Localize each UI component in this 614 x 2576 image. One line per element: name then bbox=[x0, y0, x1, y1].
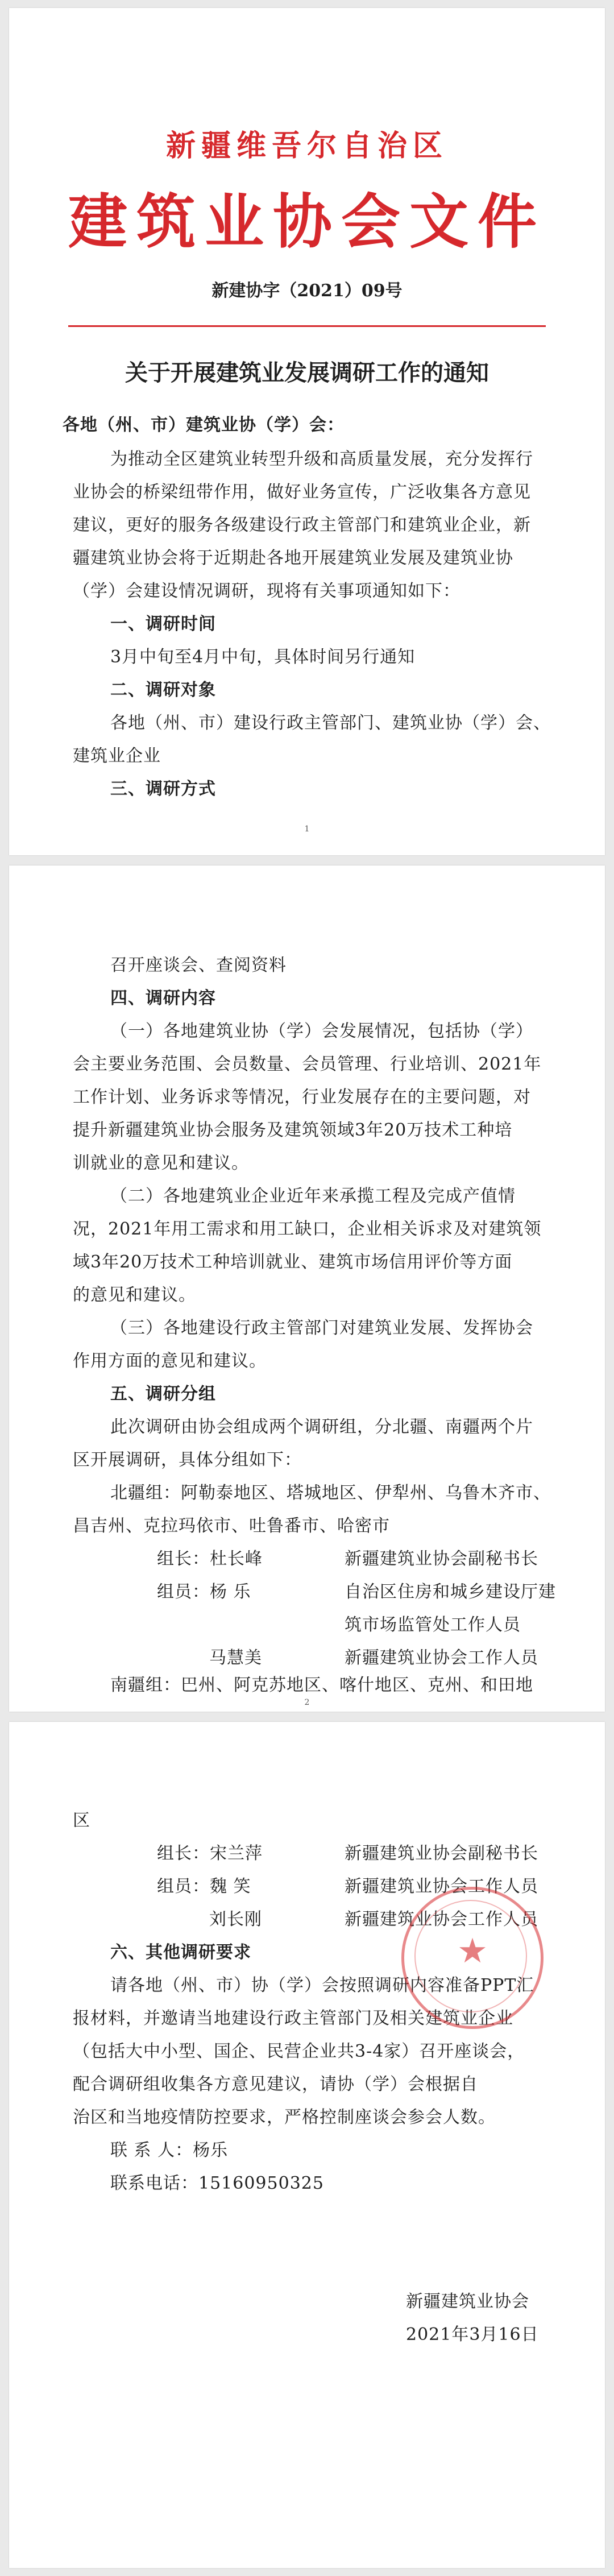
group-leader: 组长：宋兰萍 bbox=[157, 1844, 263, 1863]
intro-line: 疆建筑业协会将于近期赴各地开展建筑业发展及建筑业协 bbox=[73, 548, 513, 568]
document-number: 新建协字（2021）09号 bbox=[211, 281, 403, 301]
official-seal-stamp bbox=[401, 1887, 544, 2029]
group-member-role: 自治区住房和城乡建设厅建 bbox=[345, 1582, 556, 1602]
group-member: 组员：杨 乐 bbox=[157, 1582, 251, 1602]
contact-person: 联 系 人：杨乐 bbox=[110, 2140, 229, 2160]
section-body: 区开展调研，具体分组如下： bbox=[73, 1450, 302, 1470]
section-body: 治区和当地疫情防控要求，严格控制座谈会参会人数。 bbox=[73, 2107, 496, 2127]
group-leader-role: 新疆建筑业协会副秘书长 bbox=[345, 1844, 538, 1863]
content-item: 训就业的意见和建议。 bbox=[73, 1153, 249, 1173]
document-page-2 bbox=[9, 865, 605, 1712]
section-heading: 六、其他调研要求 bbox=[110, 1943, 251, 1962]
content-item: 会主要业务范围、会员数量、会员管理、行业培训、2021年 bbox=[73, 1054, 542, 1074]
section-body: 3月中旬至4月中旬，具体时间另行通知 bbox=[110, 647, 416, 667]
content-item: 的意见和建议。 bbox=[73, 1285, 196, 1305]
content-item: （三）各地建设行政主管部门对建筑业发展、发挥协会 bbox=[110, 1318, 533, 1338]
document-page-3 bbox=[9, 1722, 605, 2568]
salutation: 各地（州、市）建筑业协（学）会： bbox=[63, 415, 345, 435]
north-group-regions: 北疆组：阿勒泰地区、塔城地区、伊犁州、乌鲁木齐市、 bbox=[110, 1483, 551, 1503]
notice-subject: 关于开展建筑业发展调研工作的通知 bbox=[125, 359, 489, 386]
content-item: 工作计划、业务诉求等情况，行业发展存在的主要问题，对 bbox=[73, 1087, 531, 1107]
contact-phone: 联系电话：15160950325 bbox=[110, 2173, 324, 2193]
section-body: 此次调研由协会组成两个调研组，分北疆、南疆两个片 bbox=[110, 1417, 533, 1437]
content-item: 提升新疆建筑业协会服务及建筑领域3年20万技术工种培 bbox=[73, 1120, 513, 1140]
group-member: 组员：魏 笑 bbox=[157, 1877, 251, 1896]
intro-line: 业协会的桥梁纽带作用，做好业务宣传，广泛收集各方意见 bbox=[73, 482, 531, 502]
group-member: 刘长刚 bbox=[209, 1910, 262, 1929]
group-leader-role: 新疆建筑业协会副秘书长 bbox=[345, 1549, 538, 1569]
section-heading: 一、调研时间 bbox=[110, 614, 216, 634]
group-member-role: 新疆建筑业协会工作人员 bbox=[345, 1648, 538, 1668]
content-item: （二）各地建筑业企业近年来承揽工程及完成产值情 bbox=[110, 1186, 516, 1206]
intro-line: 建议，更好的服务各级建设行政主管部门和建筑业企业，新 bbox=[73, 515, 531, 535]
section-heading: 二、调研对象 bbox=[110, 680, 216, 700]
content-item: 作用方面的意见和建议。 bbox=[73, 1351, 267, 1371]
page-number: 2 bbox=[304, 1698, 310, 1707]
section-heading: 四、调研内容 bbox=[110, 988, 216, 1008]
section-body: 请各地（州、市）协（学）会按照调研内容准备PPT汇 bbox=[110, 1976, 534, 1995]
issuer-signature: 新疆建筑业协会 bbox=[406, 2292, 529, 2312]
group-leader: 组长：杜长峰 bbox=[157, 1549, 263, 1569]
document-header-title: 建筑业协会文件 bbox=[68, 187, 546, 256]
section-body: 召开座谈会、查阅资料 bbox=[110, 955, 287, 975]
page-number: 1 bbox=[304, 825, 310, 834]
north-group-regions: 昌吉州、克拉玛依市、吐鲁番市、哈密市 bbox=[73, 1516, 390, 1536]
section-body: 报材料，并邀请当地建设行政主管部门及相关建筑业企业 bbox=[73, 2008, 513, 2028]
section-heading: 三、调研方式 bbox=[110, 779, 216, 799]
content-item: 况，2021年用工需求和用工缺口，企业相关诉求及对建筑领 bbox=[73, 1219, 542, 1239]
group-member-role: 新疆建筑业协会工作人员 bbox=[345, 1910, 538, 1929]
south-group-regions: 区 bbox=[73, 1811, 90, 1830]
issuing-org: 新疆维吾尔自治区 bbox=[165, 129, 448, 163]
intro-line: （学）会建设情况调研，现将有关事项通知如下： bbox=[73, 581, 460, 601]
south-group-regions: 南疆组：巴州、阿克苏地区、喀什地区、克州、和田地 bbox=[110, 1675, 533, 1695]
section-body: 配合调研组收集各方意见建议，请协（学）会根据自 bbox=[73, 2074, 478, 2094]
content-item: （一）各地建筑业协（学）会发展情况，包括协（学） bbox=[110, 1021, 533, 1041]
group-member-role: 筑市场监管处工作人员 bbox=[345, 1615, 521, 1635]
group-member: 马慧美 bbox=[209, 1648, 262, 1668]
group-member-role: 新疆建筑业协会工作人员 bbox=[345, 1877, 538, 1896]
document-page-1 bbox=[9, 8, 605, 855]
issue-date: 2021年3月16日 bbox=[406, 2325, 539, 2345]
section-body: 各地（州、市）建设行政主管部门、建筑业协（学）会、 bbox=[110, 713, 551, 733]
seal-star-icon: ★ bbox=[457, 1931, 488, 1971]
section-body: 建筑业企业 bbox=[73, 746, 161, 766]
red-divider bbox=[68, 325, 546, 327]
intro-line: 为推动全区建筑业转型升级和高质量发展，充分发挥行 bbox=[110, 449, 533, 469]
content-item: 域3年20万技术工种培训就业、建筑市场信用评价等方面 bbox=[73, 1252, 513, 1272]
section-body: （包括大中小型、国企、民营企业共3-4家）召开座谈会， bbox=[73, 2041, 525, 2061]
section-heading: 五、调研分组 bbox=[110, 1384, 216, 1404]
